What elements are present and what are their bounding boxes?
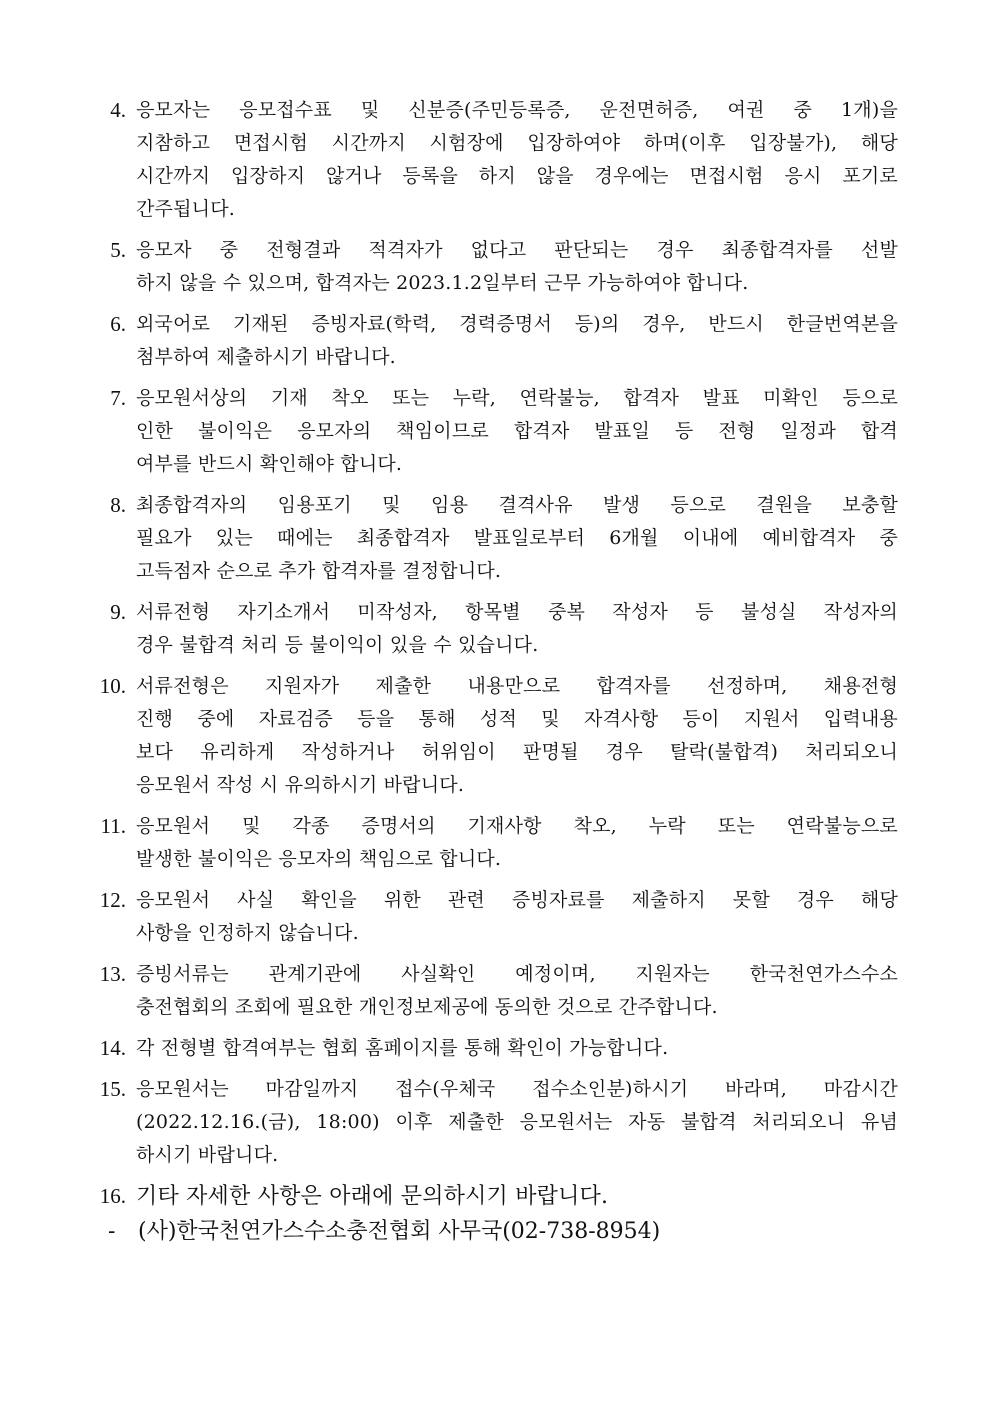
item-number-text: 6. bbox=[110, 312, 126, 336]
item-number-text: 8. bbox=[110, 493, 126, 517]
notice-item bbox=[96, 810, 898, 876]
item-text-line: 필요가 있는 때에는 최종합격자 발표일로부터 6개월 이내에 예비합격자 중 bbox=[136, 527, 898, 549]
item-text-line: 하지 않을 수 있으며, 합격자는 2023.1.2일부터 근무 가능하여야 합니다. bbox=[136, 272, 749, 294]
item-text-line: 경우 불합격 처리 등 불이익이 있을 수 있습니다. bbox=[136, 634, 539, 656]
item-text-line: 응모원서상의 기재 착오 또는 누락, 연락불능, 합격자 발표 미확인 등으로 bbox=[136, 387, 898, 409]
contact-text: (사)한국천연가스수소충전협회 사무국(02-738-8954) bbox=[138, 1219, 661, 1244]
notice-item bbox=[96, 489, 898, 588]
notice-item bbox=[96, 958, 898, 1024]
item-text-line: 시간까지 입장하지 않거나 등록을 하지 않을 경우에는 면접시험 응시 포기로 bbox=[136, 165, 898, 187]
notice-item bbox=[96, 1032, 898, 1065]
item-number-text: 12. bbox=[99, 888, 126, 912]
item-text-line: 응모자는 응모접수표 및 신분증(주민등록증, 운전면허증, 여권 중 1개)을 bbox=[136, 99, 898, 121]
item-text-line: 보다 유리하게 작성하거나 허위임이 판명될 경우 탈락(불합격) 처리되오니 bbox=[136, 741, 898, 763]
item-number-text: 9. bbox=[110, 600, 126, 624]
item-text-line: 여부를 반드시 확인해야 합니다. bbox=[136, 453, 403, 475]
notice-item bbox=[96, 884, 898, 950]
item-number-text: 4. bbox=[110, 98, 126, 122]
item-text-line: 간주됩니다. bbox=[136, 198, 236, 220]
item-text-line: 응모원서 작성 시 유의하시기 바랍니다. bbox=[136, 774, 465, 796]
item-text-line: 기타 자세한 사항은 아래에 문의하시기 바랍니다. bbox=[136, 1184, 609, 1209]
item-text-line: 인한 불이익은 응모자의 책임이므로 합격자 발표일 등 전형 일정과 합격 bbox=[136, 420, 898, 442]
contact-dash: - bbox=[108, 1219, 116, 1244]
item-text-line: 응모원서 및 각종 증명서의 기재사항 착오, 누락 또는 연락불능으로 bbox=[136, 815, 898, 837]
notice-item bbox=[96, 308, 898, 374]
notice-item bbox=[96, 1073, 898, 1172]
notice-item bbox=[96, 382, 898, 481]
item-text-line: 발생한 불이익은 응모자의 책임으로 합니다. bbox=[136, 848, 502, 870]
item-text-line: 서류전형 자기소개서 미작성자, 항목별 중복 작성자 등 불성실 작성자의 bbox=[136, 601, 898, 623]
item-number-text: 5. bbox=[110, 238, 126, 262]
item-text-line: 응모자 중 전형결과 적격자가 없다고 판단되는 경우 최종합격자를 선발 bbox=[136, 239, 898, 261]
item-text-line: 고득점자 순으로 추가 합격자를 결정합니다. bbox=[136, 560, 502, 582]
item-text-line: 응모원서는 마감일까지 접수(우체국 접수소인분)하시기 바라며, 마감시간 bbox=[136, 1078, 898, 1100]
item-text-line: 각 전형별 합격여부는 협회 홈페이지를 통해 확인이 가능합니다. bbox=[136, 1037, 669, 1059]
item-text-line: 응모원서 사실 확인을 위한 관련 증빙자료를 제출하지 못할 경우 해당 bbox=[136, 889, 898, 911]
item-number-text: 15. bbox=[99, 1077, 126, 1101]
item-text-line: 하시기 바랍니다. bbox=[136, 1144, 279, 1166]
notice-item bbox=[96, 234, 898, 300]
item-text-line: 최종합격자의 임용포기 및 임용 결격사유 발생 등으로 결원을 보충할 bbox=[136, 494, 898, 516]
notice-item bbox=[96, 670, 898, 802]
item-number-text: 7. bbox=[110, 386, 126, 410]
notice-list bbox=[96, 94, 898, 1222]
contact-line bbox=[108, 1215, 660, 1249]
item-number-text: 16. bbox=[99, 1184, 126, 1208]
notice-item bbox=[96, 596, 898, 662]
item-number-text: 11. bbox=[100, 814, 126, 838]
item-text-line: 첨부하여 제출하시기 바랍니다. bbox=[136, 346, 396, 368]
item-text-line: 증빙서류는 관계기관에 사실확인 예정이며, 지원자는 한국천연가스수소 bbox=[136, 963, 898, 985]
item-text-line: 진행 중에 자료검증 등을 통해 성적 및 자격사항 등이 지원서 입력내용 bbox=[136, 708, 898, 730]
item-number-text: 10. bbox=[99, 674, 126, 698]
item-text-line: 지참하고 면접시험 시간까지 시험장에 입장하여야 하며(이후 입장불가), 해당 bbox=[136, 132, 898, 154]
item-number-text: 13. bbox=[99, 962, 126, 986]
item-text-line: 서류전형은 지원자가 제출한 내용만으로 합격자를 선정하며, 채용전형 bbox=[136, 675, 898, 697]
item-text-line: (2022.12.16.(금), 18:00) 이후 제출한 응모원서는 자동 불합격 처리되오니 유념 bbox=[136, 1111, 898, 1133]
notice-item bbox=[96, 94, 898, 226]
item-text-line: 외국어로 기재된 증빙자료(학력, 경력증명서 등)의 경우, 반드시 한글번역본을 bbox=[136, 313, 898, 335]
item-text-line: 사항을 인정하지 않습니다. bbox=[136, 922, 359, 944]
item-number-text: 14. bbox=[99, 1036, 126, 1060]
item-text-line: 충전협회의 조회에 필요한 개인정보제공에 동의한 것으로 간주합니다. bbox=[136, 996, 718, 1018]
notice-item bbox=[96, 1180, 898, 1214]
